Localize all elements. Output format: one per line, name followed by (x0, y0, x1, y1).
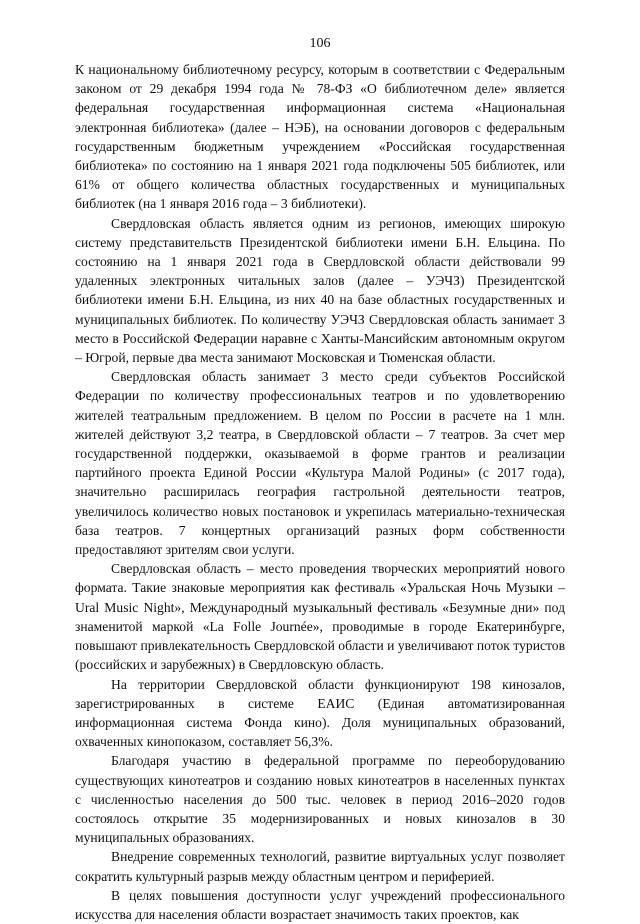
paragraph-cinema-program: Благодаря участию в федеральной программе по переоборудованию существующих кинотеатров и созданию новых кинотеатров в населенных пунктах с численностью населения до 500 тыс. человек в период 2016–2020 годов состоялось открытие 35 модернизированных и новых кинозалов в 30 муниципальных образованиях. (75, 753, 565, 846)
paragraph-theatres: Свердловская область занимает 3 место среди субъектов Российской Федерации по количеству профессиональных театров и по удовлетворению жителей театральным предложением. В целом по России в расчете на 1 млн. жителей действуют 3,2 театра, в Свердловской области – 7 театров. За счет мер государственной поддержки, оказываемой в форме грантов и реализации партийного проекта Единой России «Культура Малой Родины» (с 2017 года), значительно расширилась география гастрольной деятельности театров, увеличилось количество новых постановок и укрепилась материально-техническая база театров. 7 концертных организаций разных форм собственности предоставляют зрителям свои услуги. (75, 369, 565, 558)
paragraph-technologies: Внедрение современных технологий, развитие виртуальных услуг позволяет сократить культурный разрыв между областным центром и периферией. (75, 849, 565, 884)
paragraph-presidential-library: Свердловская область является одним из регионов, имеющих широкую систему представительств Президентской библиотеки имени Б.Н. Ельцина. По состоянию на 1 января 2021 года в Свердловской области действовали 99 удаленных электронных читальных залов (далее – УЭЧЗ) Президентской библиотеки имени Б.Н. Ельцина, из них 40 на базе областных государственных и муниципальных библиотек. По количеству УЭЧЗ Свердловская область занимает 3 место в Российской Федерации наравне с Ханты-Мансийским автономным округом – Югрой, первые два места занимают Московская и Тюменская области. (75, 215, 565, 366)
body-text (75, 60, 565, 924)
paragraph-nel-resource: К национальному библиотечному ресурсу, которым в соответствии с Федеральным законом от 29 декабря 1994 года № 78-ФЗ «О библиотечном деле» является федеральная государственная информационная система «Национальная электронная библиотека» (далее – НЭБ), на основании договоров с федеральным государственным бюджетным учреждением «Российская государственная библиотека» по состоянию на 1 января 2021 года подключены 505 библиотек, или 61% от общего количества областных государственных и муниципальных библиотек (на 1 января 2016 года – 3 библиотеки). (75, 62, 565, 212)
paragraph-accessibility: В целях повышения доступности услуг учреждений профессионального искусства для населения области возрастает значимость таких проектов, как (75, 887, 565, 922)
paragraph-cinema-halls: На территории Свердловской области функционируют 198 кинозалов, зарегистрированных в системе ЕАИС (Единая автоматизированная информационная система Фонда кино). Доля муниципальных образований, охваченных кинопоказом, составляет 56,3%. (75, 676, 565, 750)
page-number: 106 (309, 36, 331, 51)
paragraph-festivals: Свердловская область – место проведения творческих мероприятий нового формата. Такие знаковые мероприятия как фестиваль «Уральская Ночь Музыки – Ural Music Night», Международный музыкальный фестиваль «Безумные дни» под знаменитой маркой «La Folle Journée», проводимые в городе Екатеринбурге, повышают привлекательность Свердловской области и увеличивают поток туристов (российских и зарубежных) в Свердловскую область. (75, 561, 565, 673)
